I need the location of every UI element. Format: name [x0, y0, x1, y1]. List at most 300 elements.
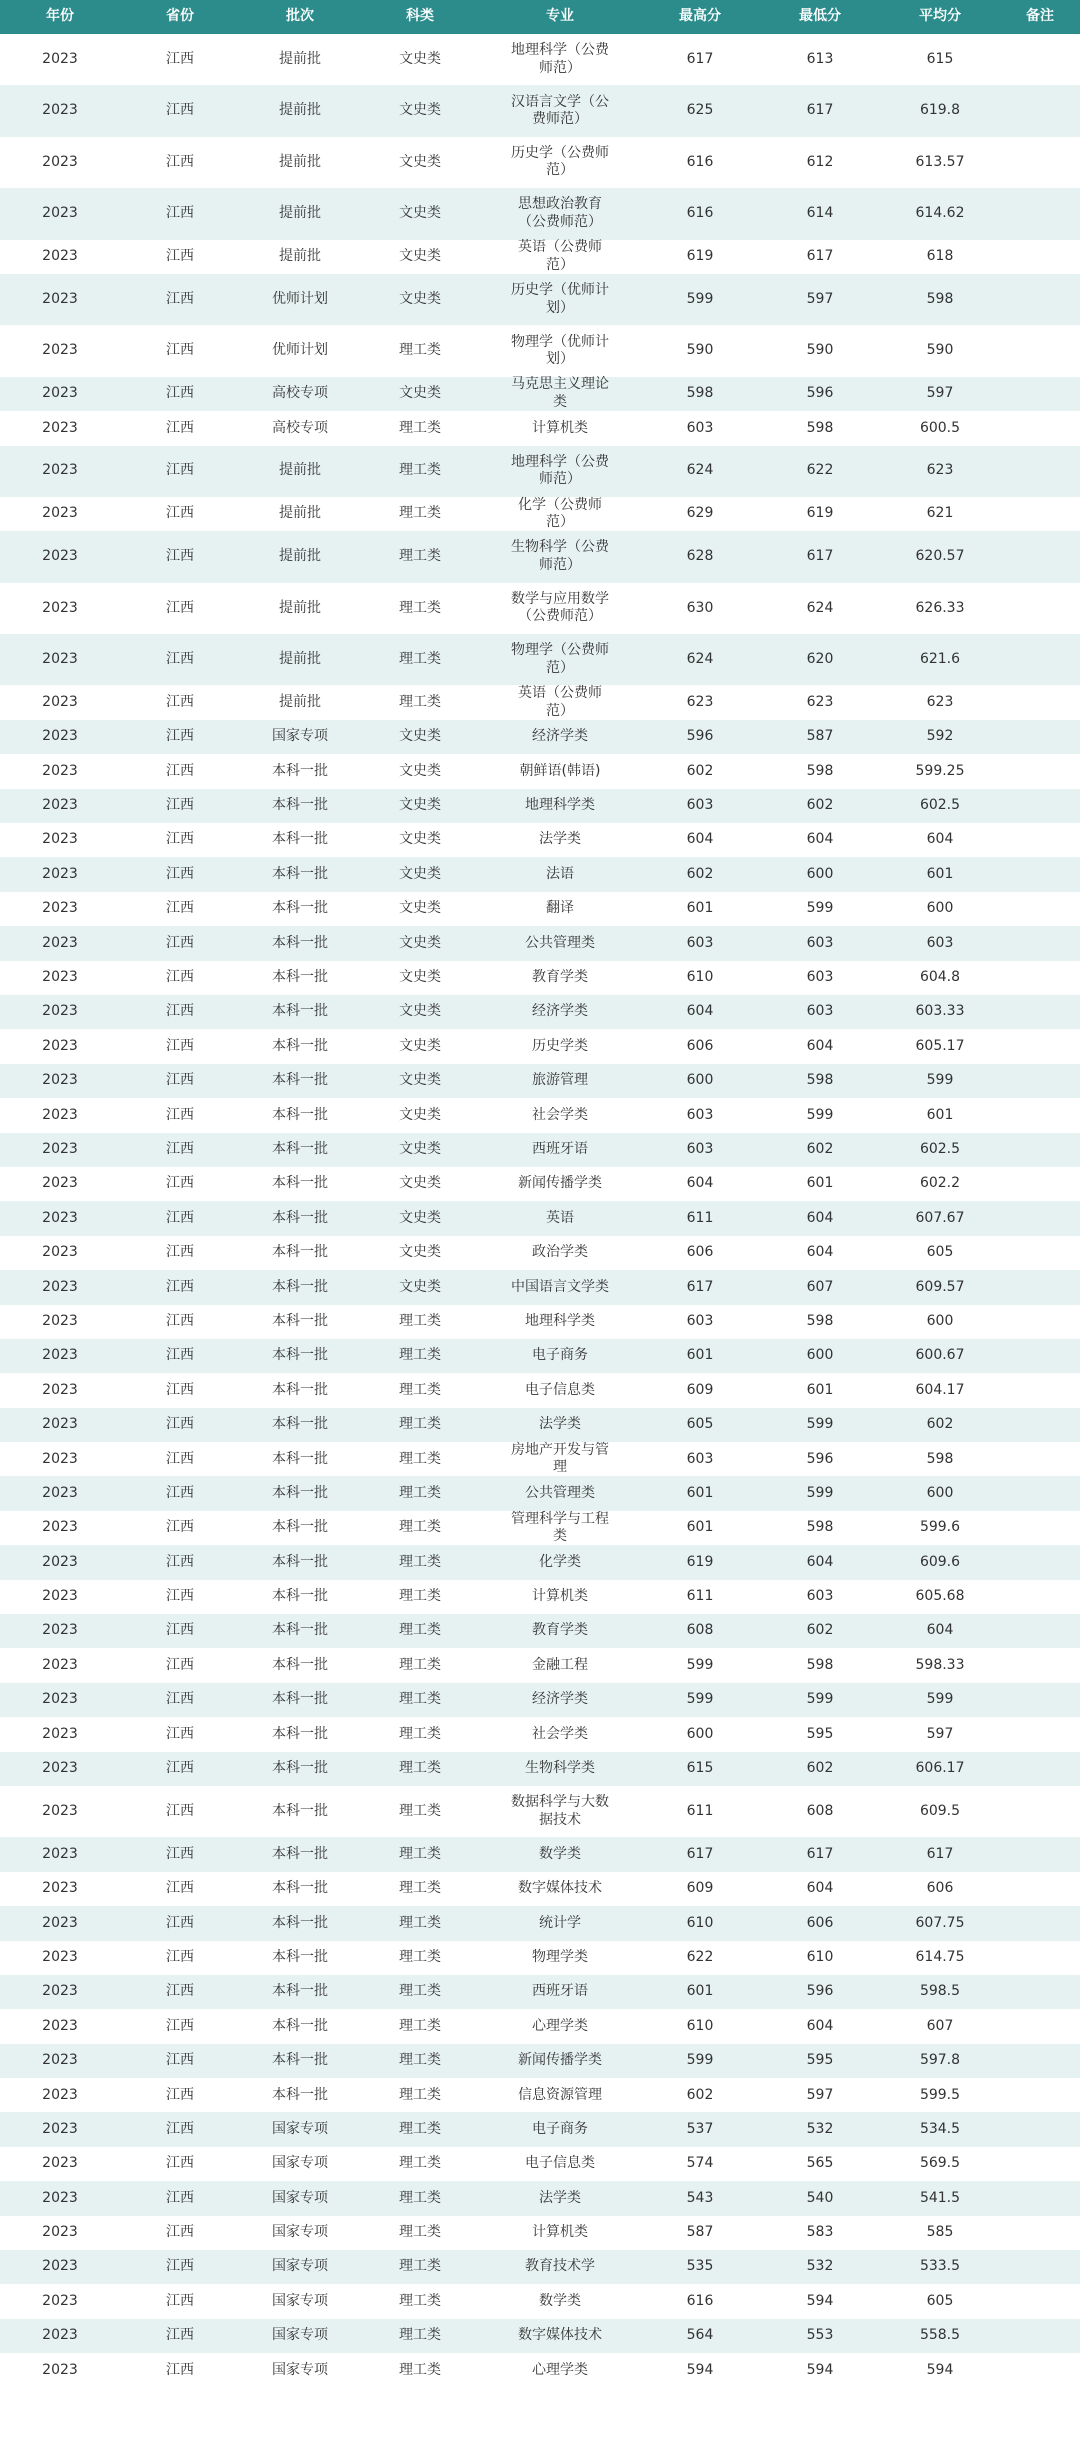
cell-year: 2023 — [42, 1140, 78, 1157]
cell-year: 2023 — [42, 2017, 78, 2034]
cell-max: 616 — [686, 153, 714, 170]
cell-min: 623 — [806, 693, 834, 710]
cell-category: 文史类 — [399, 1072, 441, 1089]
cell-major: 地理科学（公费师范） — [511, 453, 609, 488]
cell-major: 马克思主义理论类 — [511, 376, 609, 410]
cell-batch: 国家专项 — [272, 2258, 328, 2275]
cell-avg: 607.67 — [915, 1209, 965, 1226]
cell-category: 理工类 — [399, 462, 441, 479]
cell-avg: 601 — [926, 1106, 954, 1123]
cell-max: 604 — [686, 1175, 714, 1192]
cell-min: 598 — [806, 1312, 834, 1329]
cell-major: 物理学（公费师范） — [511, 642, 609, 676]
cell-max: 602 — [686, 762, 714, 779]
table-row — [0, 274, 1080, 325]
cell-province: 江西 — [166, 1347, 194, 1364]
cell-min: 602 — [806, 797, 834, 814]
table-row — [0, 823, 1080, 857]
cell-major: 朝鲜语(韩语) — [519, 762, 601, 779]
cell-avg: 619.8 — [919, 102, 961, 119]
cell-province: 江西 — [166, 290, 194, 307]
cell-category: 文史类 — [399, 865, 441, 882]
cell-avg: 604.17 — [915, 1381, 965, 1398]
cell-province: 江西 — [166, 462, 194, 479]
table-row — [0, 1305, 1080, 1339]
cell-year: 2023 — [42, 385, 78, 402]
table-row — [0, 1580, 1080, 1614]
cell-year: 2023 — [42, 1347, 78, 1364]
cell-max: 610 — [686, 2017, 714, 2034]
cell-year: 2023 — [42, 1588, 78, 1605]
cell-province: 江西 — [166, 505, 194, 522]
cell-major: 法学类 — [539, 1416, 581, 1433]
table-row — [0, 685, 1080, 719]
cell-major: 地理科学类 — [525, 1312, 595, 1329]
cell-batch: 本科一批 — [272, 1880, 328, 1897]
cell-batch: 本科一批 — [272, 1588, 328, 1605]
cell-avg: 621 — [926, 505, 954, 522]
cell-category: 理工类 — [399, 1656, 441, 1673]
cell-major: 生物科学（公费师范） — [511, 539, 609, 573]
cell-year: 2023 — [42, 1003, 78, 1020]
cell-year: 2023 — [42, 762, 78, 779]
cell-max: 624 — [686, 651, 714, 668]
table-row — [0, 1064, 1080, 1098]
cell-max: 629 — [686, 505, 714, 522]
table-row — [0, 1786, 1080, 1837]
cell-avg: 602 — [926, 1416, 954, 1433]
cell-min: 599 — [806, 900, 834, 917]
cell-category: 理工类 — [399, 2189, 441, 2206]
cell-year: 2023 — [42, 248, 78, 264]
cell-max: 604 — [686, 831, 714, 848]
cell-batch: 国家专项 — [272, 2155, 328, 2172]
cell-category: 理工类 — [399, 2017, 441, 2034]
cell-max: 601 — [686, 1347, 714, 1364]
cell-province: 江西 — [166, 1037, 194, 1054]
header-year: 年份 — [46, 8, 74, 25]
cell-min: 596 — [806, 1450, 834, 1467]
cell-batch: 提前批 — [279, 248, 321, 264]
cell-avg: 594 — [926, 2361, 954, 2378]
table-row — [0, 1837, 1080, 1871]
cell-min: 595 — [806, 1725, 834, 1742]
cell-batch: 本科一批 — [272, 2017, 328, 2034]
cell-major: 思想政治教育（公费师范） — [518, 196, 602, 230]
table-row — [0, 2353, 1080, 2387]
cell-max: 574 — [686, 2155, 714, 2172]
table-row — [0, 2044, 1080, 2078]
cell-major: 电子信息类 — [525, 1381, 595, 1398]
table-row — [0, 1683, 1080, 1717]
cell-province: 江西 — [166, 1656, 194, 1673]
cell-major: 金融工程 — [532, 1656, 588, 1673]
header-major: 专业 — [546, 8, 574, 25]
table-row — [0, 2112, 1080, 2146]
table-row — [0, 1975, 1080, 2009]
cell-max: 602 — [686, 2086, 714, 2103]
cell-year: 2023 — [42, 1175, 78, 1192]
cell-batch: 本科一批 — [272, 831, 328, 848]
cell-avg: 600.67 — [915, 1347, 965, 1364]
cell-year: 2023 — [42, 342, 78, 359]
cell-avg: 604 — [926, 1622, 954, 1639]
cell-batch: 本科一批 — [272, 1140, 328, 1157]
cell-year: 2023 — [42, 1244, 78, 1261]
cell-batch: 本科一批 — [272, 1725, 328, 1742]
cell-category: 理工类 — [399, 1519, 441, 1536]
table-row — [0, 1545, 1080, 1579]
cell-category: 理工类 — [399, 1802, 441, 1819]
table-row — [0, 1408, 1080, 1442]
cell-category: 理工类 — [399, 505, 441, 522]
cell-year: 2023 — [42, 900, 78, 917]
cell-major: 教育学类 — [532, 969, 588, 986]
cell-major: 房地产开发与管理 — [511, 1441, 609, 1476]
cell-category: 文史类 — [399, 1244, 441, 1261]
cell-batch: 提前批 — [279, 205, 321, 222]
cell-category: 理工类 — [399, 2155, 441, 2172]
cell-min: 594 — [806, 2361, 834, 2378]
cell-max: 611 — [686, 1209, 714, 1226]
cell-category: 理工类 — [399, 1484, 441, 1501]
cell-major: 地理科学（公费师范） — [511, 42, 609, 76]
cell-major: 社会学类 — [532, 1725, 588, 1742]
table-row — [0, 1339, 1080, 1373]
cell-avg: 599.25 — [915, 762, 965, 779]
cell-min: 617 — [806, 248, 834, 264]
cell-province: 江西 — [166, 1725, 194, 1742]
cell-province: 江西 — [166, 419, 194, 436]
cell-province: 江西 — [166, 102, 194, 119]
cell-max: 537 — [686, 2120, 714, 2137]
cell-batch: 本科一批 — [272, 1760, 328, 1777]
cell-major: 英语 — [546, 1209, 574, 1226]
cell-max: 619 — [686, 1553, 714, 1570]
cell-avg: 601 — [926, 865, 954, 882]
cell-category: 文史类 — [399, 153, 441, 170]
cell-province: 江西 — [166, 205, 194, 222]
cell-min: 613 — [806, 50, 834, 67]
cell-major: 经济学类 — [532, 1003, 588, 1020]
cell-avg: 617 — [926, 1845, 954, 1862]
cell-category: 理工类 — [399, 1845, 441, 1862]
table-row — [0, 1270, 1080, 1304]
cell-batch: 提前批 — [279, 462, 321, 479]
cell-province: 江西 — [166, 2086, 194, 2103]
table-row — [0, 1648, 1080, 1682]
cell-max: 624 — [686, 462, 714, 479]
cell-batch: 提前批 — [279, 50, 321, 67]
cell-year: 2023 — [42, 728, 78, 745]
cell-category: 文史类 — [399, 1278, 441, 1295]
cell-province: 江西 — [166, 693, 194, 710]
cell-max: 609 — [686, 1880, 714, 1897]
table-row — [0, 497, 1080, 531]
cell-category: 理工类 — [399, 1948, 441, 1965]
cell-avg: 598 — [926, 290, 954, 307]
cell-year: 2023 — [42, 1845, 78, 1862]
cell-max: 617 — [686, 50, 714, 67]
cell-year: 2023 — [42, 1209, 78, 1226]
cell-batch: 国家专项 — [272, 2292, 328, 2309]
cell-year: 2023 — [42, 1278, 78, 1295]
cell-category: 理工类 — [399, 1416, 441, 1433]
cell-province: 江西 — [166, 865, 194, 882]
cell-avg: 614.62 — [915, 205, 965, 222]
cell-batch: 本科一批 — [272, 1691, 328, 1708]
cell-avg: 604.8 — [919, 969, 961, 986]
cell-province: 江西 — [166, 1244, 194, 1261]
cell-province: 江西 — [166, 651, 194, 668]
cell-year: 2023 — [42, 1622, 78, 1639]
table-row — [0, 2181, 1080, 2215]
cell-max: 601 — [686, 900, 714, 917]
cell-category: 理工类 — [399, 1312, 441, 1329]
cell-batch: 国家专项 — [272, 728, 328, 745]
cell-batch: 提前批 — [279, 651, 321, 668]
cell-year: 2023 — [42, 865, 78, 882]
cell-max: 610 — [686, 969, 714, 986]
cell-province: 江西 — [166, 1209, 194, 1226]
cell-province: 江西 — [166, 2292, 194, 2309]
cell-batch: 本科一批 — [272, 1519, 328, 1536]
cell-major: 英语（公费师范） — [518, 685, 602, 719]
cell-province: 江西 — [166, 2258, 194, 2275]
cell-category: 文史类 — [399, 797, 441, 814]
cell-avg: 599.5 — [919, 2086, 961, 2103]
cell-major: 翻译 — [546, 900, 574, 917]
cell-major: 数学类 — [539, 2292, 581, 2309]
cell-min: 597 — [806, 2086, 834, 2103]
cell-category: 文史类 — [399, 1175, 441, 1192]
cell-batch: 国家专项 — [272, 2327, 328, 2344]
table-row — [0, 720, 1080, 754]
cell-year: 2023 — [42, 1416, 78, 1433]
cell-min: 617 — [806, 102, 834, 119]
cell-avg: 602.5 — [919, 1140, 961, 1157]
cell-min: 598 — [806, 419, 834, 436]
cell-avg: 606 — [926, 1880, 954, 1897]
cell-min: 553 — [806, 2327, 834, 2344]
cell-min: 604 — [806, 2017, 834, 2034]
cell-province: 江西 — [166, 2189, 194, 2206]
cell-min: 603 — [806, 1588, 834, 1605]
cell-batch: 本科一批 — [272, 1106, 328, 1123]
header-avg: 平均分 — [919, 8, 961, 25]
cell-category: 理工类 — [399, 1622, 441, 1639]
cell-min: 602 — [806, 1760, 834, 1777]
cell-year: 2023 — [42, 1948, 78, 1965]
cell-province: 江西 — [166, 1484, 194, 1501]
cell-year: 2023 — [42, 2120, 78, 2137]
cell-avg: 599 — [926, 1072, 954, 1089]
cell-province: 江西 — [166, 2120, 194, 2137]
table-row — [0, 583, 1080, 634]
cell-category: 理工类 — [399, 2327, 441, 2344]
cell-category: 理工类 — [399, 1588, 441, 1605]
cell-avg: 613.57 — [915, 153, 965, 170]
table-row — [0, 1752, 1080, 1786]
cell-batch: 本科一批 — [272, 1622, 328, 1639]
cell-year: 2023 — [42, 651, 78, 668]
cell-province: 江西 — [166, 2327, 194, 2344]
table-row — [0, 1511, 1080, 1545]
cell-category: 理工类 — [399, 1914, 441, 1931]
table-row — [0, 2078, 1080, 2112]
cell-max: 600 — [686, 1725, 714, 1742]
cell-batch: 本科一批 — [272, 1983, 328, 2000]
cell-batch: 国家专项 — [272, 2361, 328, 2378]
cell-year: 2023 — [42, 1312, 78, 1329]
table-row — [0, 1133, 1080, 1167]
cell-batch: 本科一批 — [272, 1209, 328, 1226]
cell-avg: 605 — [926, 2292, 954, 2309]
table-row — [0, 1906, 1080, 1940]
cell-batch: 本科一批 — [272, 1278, 328, 1295]
table-row — [0, 2216, 1080, 2250]
cell-min: 617 — [806, 548, 834, 565]
cell-avg: 604 — [926, 831, 954, 848]
cell-min: 604 — [806, 1553, 834, 1570]
cell-avg: 618 — [926, 248, 954, 264]
cell-major: 汉语言文学（公费师范） — [511, 93, 609, 128]
cell-major: 数字媒体技术 — [518, 2327, 602, 2344]
cell-major: 中国语言文学类 — [511, 1278, 609, 1295]
cell-category: 文史类 — [399, 50, 441, 67]
cell-major: 化学类 — [539, 1553, 581, 1570]
cell-min: 602 — [806, 1622, 834, 1639]
cell-avg: 600.5 — [919, 419, 961, 436]
cell-min: 602 — [806, 1140, 834, 1157]
cell-avg: 623 — [926, 462, 954, 479]
table-row — [0, 754, 1080, 788]
cell-province: 江西 — [166, 1948, 194, 1965]
cell-year: 2023 — [42, 2086, 78, 2103]
cell-category: 理工类 — [399, 2361, 441, 2378]
cell-category: 文史类 — [399, 762, 441, 779]
cell-category: 文史类 — [399, 290, 441, 307]
cell-major: 数学与应用数学（公费师范） — [511, 590, 609, 625]
cell-year: 2023 — [42, 599, 78, 616]
table-row — [0, 1717, 1080, 1751]
table-row — [0, 188, 1080, 239]
cell-batch: 本科一批 — [272, 1037, 328, 1054]
cell-category: 理工类 — [399, 1381, 441, 1398]
cell-year: 2023 — [42, 2327, 78, 2344]
cell-max: 606 — [686, 1244, 714, 1261]
cell-province: 江西 — [166, 1622, 194, 1639]
cell-year: 2023 — [42, 1072, 78, 1089]
table-row — [0, 531, 1080, 582]
header-category: 科类 — [406, 8, 434, 25]
cell-batch: 本科一批 — [272, 1845, 328, 1862]
cell-batch: 本科一批 — [272, 1802, 328, 1819]
cell-avg: 600 — [926, 1312, 954, 1329]
cell-max: 628 — [686, 548, 714, 565]
cell-province: 江西 — [166, 385, 194, 402]
cell-major: 历史学（公费师范） — [511, 144, 609, 179]
cell-province: 江西 — [166, 1416, 194, 1433]
cell-batch: 本科一批 — [272, 934, 328, 951]
cell-year: 2023 — [42, 50, 78, 67]
cell-major: 西班牙语 — [532, 1140, 588, 1157]
cell-avg: 597.8 — [919, 2052, 961, 2069]
cell-min: 619 — [806, 505, 834, 522]
cell-year: 2023 — [42, 1880, 78, 1897]
cell-province: 江西 — [166, 50, 194, 67]
cell-min: 594 — [806, 2292, 834, 2309]
table-row — [0, 1029, 1080, 1063]
cell-avg: 597 — [926, 385, 954, 402]
cell-avg: 615 — [926, 50, 954, 67]
cell-major: 法学类 — [539, 2189, 581, 2206]
table-row — [0, 961, 1080, 995]
cell-major: 公共管理类 — [525, 934, 595, 951]
cell-min: 608 — [806, 1802, 834, 1819]
cell-min: 565 — [806, 2155, 834, 2172]
cell-min: 620 — [806, 651, 834, 668]
cell-batch: 优师计划 — [272, 290, 328, 307]
cell-year: 2023 — [42, 2189, 78, 2206]
cell-max: 616 — [686, 205, 714, 222]
cell-min: 622 — [806, 462, 834, 479]
cell-max: 625 — [686, 102, 714, 119]
cell-major: 电子商务 — [532, 1347, 588, 1364]
cell-min: 601 — [806, 1175, 834, 1192]
cell-max: 594 — [686, 2361, 714, 2378]
cell-category: 文史类 — [399, 1106, 441, 1123]
cell-avg: 605.68 — [915, 1588, 965, 1605]
cell-min: 598 — [806, 1656, 834, 1673]
cell-category: 文史类 — [399, 248, 441, 264]
cell-batch: 本科一批 — [272, 1484, 328, 1501]
cell-max: 599 — [686, 1656, 714, 1673]
cell-year: 2023 — [42, 290, 78, 307]
cell-major: 计算机类 — [532, 2224, 588, 2241]
cell-category: 理工类 — [399, 2086, 441, 2103]
cell-major: 法学类 — [539, 831, 581, 848]
cell-min: 583 — [806, 2224, 834, 2241]
cell-min: 603 — [806, 1003, 834, 1020]
cell-batch: 优师计划 — [272, 342, 328, 359]
cell-min: 540 — [806, 2189, 834, 2206]
cell-max: 605 — [686, 1416, 714, 1433]
cell-major: 公共管理类 — [525, 1484, 595, 1501]
cell-max: 543 — [686, 2189, 714, 2206]
cell-major: 统计学 — [539, 1914, 581, 1931]
cell-min: 624 — [806, 599, 834, 616]
cell-major: 社会学类 — [532, 1106, 588, 1123]
cell-year: 2023 — [42, 1381, 78, 1398]
cell-avg: 605 — [926, 1244, 954, 1261]
cell-major: 旅游管理 — [532, 1072, 588, 1089]
cell-year: 2023 — [42, 1691, 78, 1708]
cell-category: 文史类 — [399, 1003, 441, 1020]
cell-year: 2023 — [42, 205, 78, 222]
cell-avg: 585 — [926, 2224, 954, 2241]
cell-batch: 提前批 — [279, 693, 321, 710]
cell-category: 文史类 — [399, 102, 441, 119]
table-row — [0, 377, 1080, 411]
cell-year: 2023 — [42, 1450, 78, 1467]
cell-avg: 614.75 — [915, 1948, 965, 1965]
cell-avg: 607.75 — [915, 1914, 965, 1931]
table-row — [0, 2319, 1080, 2353]
table-row — [0, 2147, 1080, 2181]
table-row — [0, 325, 1080, 376]
table-row — [0, 892, 1080, 926]
